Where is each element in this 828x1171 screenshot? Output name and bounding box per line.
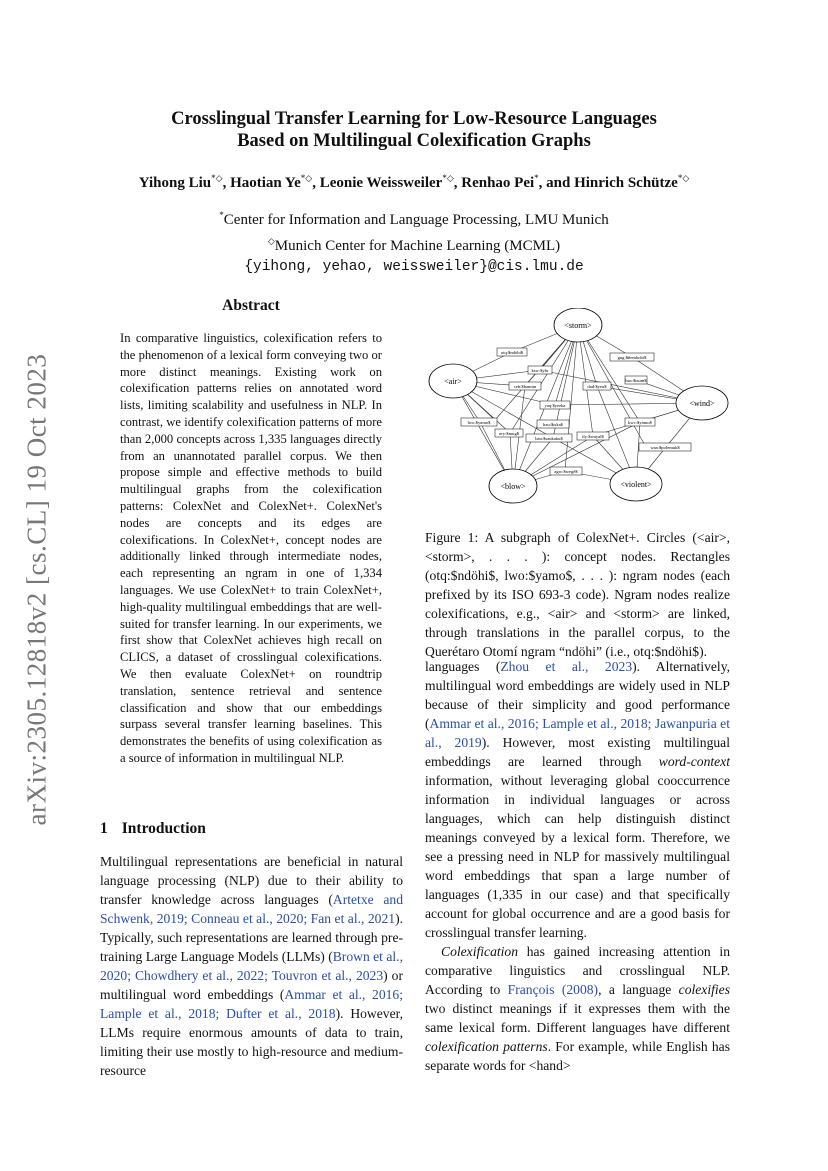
- ngram-node: [497, 348, 527, 356]
- svg-text:gug:$ñembobi$: gug:$ñembobi$: [617, 355, 647, 360]
- svg-text:<blow>: <blow>: [500, 482, 526, 491]
- concept-node-blow: [489, 469, 537, 503]
- ngram-node: [610, 353, 654, 361]
- concept-node-air: [429, 364, 477, 398]
- abstract-heading: Abstract: [222, 297, 280, 314]
- abstract-text: In comparative linguistics, colexification refers to the phenomenon of a lexical form conveying two or more distinct meanings. Existing work on colexification patterns relies on annotated word lists, limiting scalability and usefulness in NLP. In contrast, we identify colexification patterns of more than 2,000 concepts across 1,335 languages directly from an unannotated parallel corpus. We then propose simple and effective methods to build multilingual graphs from the colexification patterns: ColexNet and ColexNet+. ColexNet's nodes are concepts and its edges are colexifications. In ColexNet+, concept nodes are additionally linked through intermediate nodes, each representing an ngram in one of 1,334 languages. We use ColexNet+ to train ColexNet+, high-quality multilingual embeddings that are well-suited for transfer learning. In our experiments, we first show that ColexNet achieves high recall on CLICS, a dataset of crosslingual colexifications. We then evaluate ColexNet+ on roundtrip translation, sentence retrieval and sentence classification and show that our embeddings surpass several transfer learning baselines. This demonstrates the benefits of using colexification as a source of information in multilingual NLP.: [120, 331, 382, 765]
- concept-node-storm: [554, 308, 602, 342]
- intro-left-column: [100, 852, 403, 1080]
- svg-text:kwc:$yamo$: kwc:$yamo$: [628, 420, 652, 425]
- affiliation-1: Center for Information and Language Processing, LMU Munich: [223, 212, 609, 228]
- author-name: Haotian Ye: [230, 175, 301, 191]
- citation-link[interactable]: Brown et al., 2020; Chowdhery et al., 2022; Touvron et al., 2023: [100, 949, 403, 983]
- affiliations: *Center for Information and Language Processing, LMU Munich ◇Munich Center for Machine Learning (MCML) {yihong, yehao, weissweiler}@cis.lmu.de: [0, 205, 828, 278]
- citation-link[interactable]: François (2008): [507, 982, 599, 997]
- section-number: 1: [100, 820, 108, 837]
- svg-text:hau:$iska$: hau:$iska$: [543, 422, 563, 427]
- paper-title: [0, 108, 828, 152]
- abstract-body: [120, 330, 382, 767]
- svg-text:ory:$mug$: ory:$mug$: [498, 431, 520, 436]
- intro-right-column: [425, 657, 730, 1075]
- ngram-node: [550, 467, 582, 475]
- svg-text:<wind>: <wind>: [689, 399, 715, 408]
- colexnet-figure: [425, 308, 730, 513]
- title-line-1: Crosslingual Transfer Learning for Low-Resource Languages: [171, 109, 657, 129]
- svg-text:<air>: <air>: [444, 377, 462, 386]
- svg-text:dad:$yeu$: dad:$yeu$: [587, 384, 607, 389]
- ngram-node: [625, 376, 647, 384]
- svg-text:<violent>: <violent>: [620, 480, 652, 489]
- svg-text:hus:$tsum$: hus:$tsum$: [625, 378, 647, 383]
- ngram-node: [528, 366, 552, 374]
- author-name: Yihong Liu: [138, 175, 212, 191]
- author-name: Renhao Pei: [461, 175, 535, 191]
- svg-text:<storm>: <storm>: [564, 321, 592, 330]
- svg-text:hau:$saukaku$: hau:$saukaku$: [535, 436, 563, 441]
- ngram-node: [461, 418, 497, 426]
- figure-edges: [453, 325, 702, 486]
- affiliation-2: Munich Center for Machine Learning (MCML): [274, 238, 561, 254]
- ngram-node: [625, 418, 655, 426]
- citation-link[interactable]: Ammar et al., 2016; Lample et al., 2018; Dufter et al., 2018: [100, 987, 404, 1021]
- ngram-node: [639, 443, 691, 451]
- citation-link[interactable]: Ammar et al., 2016; Lample et al., 2018; Jawanpuria et al., 2019: [425, 716, 730, 750]
- svg-text:waa:$polemuk$: waa:$polemuk$: [650, 445, 680, 450]
- ngram-node: [583, 382, 611, 390]
- svg-text:ksw:$ybr: ksw:$ybr: [531, 368, 549, 373]
- ngram-node: [537, 420, 569, 428]
- concept-node-violent: [610, 467, 662, 501]
- ngram-node: [495, 429, 523, 437]
- author-emails: {yihong, yehao, weissweiler}@cis.lmu.de: [244, 259, 584, 275]
- author-list: Yihong Liu*◇, Haotian Ye*◇, Leonie Weissweiler*◇, Renhao Pei*, and Hinrich Schütze*◇: [138, 173, 690, 191]
- svg-text:lwo:$yamo$: lwo:$yamo$: [467, 420, 491, 425]
- svg-text:agw:$wegé$: agw:$wegé$: [554, 469, 578, 474]
- concept-node-wind: [676, 386, 728, 420]
- section-heading-introduction: [100, 820, 220, 838]
- svg-text:yaq:$yeeka: yaq:$yeeka: [544, 403, 566, 408]
- ngram-node: [577, 432, 609, 440]
- svg-text:ceb:$hannin: ceb:$hannin: [513, 384, 537, 389]
- paragraph: Colexification has gained increasing attention in comparative linguistics and crosslingual NLP. According to François (2008), a language colexifies two distinct meanings if it expresses them with the same lexical form. Different languages have different colexification patterns. For example, while English has separate words for <hand>: [425, 944, 730, 1073]
- author-name: Leonie Weissweiler: [319, 175, 443, 191]
- figure-caption: Figure 1: A subgraph of ColexNet+. Circles (<air>, <storm>, . . . ): concept nodes. Rectangles (otq:$ndöhi$, lwo:$yamo$, . . . ): ngram nodes (each prefixed by its ISO 693-3 code). Ngram nodes realize colexifications, e.g., <air> and <storm> are linked, through translations in the parallel corpus, to the Querétaro Otomí ngram “ndöhi” (i.e., otq:$ndöhi$).: [425, 530, 730, 659]
- citation-link[interactable]: Zhou et al., 2023: [500, 659, 633, 674]
- citation-link[interactable]: Artetxe and Schwenk, 2019; Conneau et al., 2020; Fan et al., 2021: [100, 892, 403, 926]
- author-name: and Hinrich Schütze: [546, 175, 678, 191]
- svg-text:tly:$wayal$: tly:$wayal$: [582, 434, 604, 439]
- ngram-node: [540, 401, 570, 409]
- svg-text:otq:$ndöhi$: otq:$ndöhi$: [500, 350, 524, 355]
- paragraph: languages (Zhou et al., 2023). Alternatively, multilingual word embeddings are widely used in NLP because of their simplicity and good performance (Ammar et al., 2016; Lample et al., 2018; Jawanpuria et al., 2019). However, most existing multilingual embeddings are learned through word-context information, without leveraging global cooccurrence information in individual languages or across languages, which can help distinguish distinct meanings conveyed by a lexical form. Therefore, we see a pressing need in NLP for massively multilingual word embeddings that span a large number of languages (1,335 in our case) and that specifically account for global occurrence and are a good basis for crosslingual transfer learning.: [425, 659, 731, 940]
- ngram-node: [509, 382, 541, 390]
- ngram-node: [526, 434, 572, 442]
- paragraph: Multilingual representations are beneficial in natural language processing (NLP) due to their ability to transfer knowledge across languages (Artetxe and Schwenk, 2019; Conneau et al., 2020; Fan et al., 2021). Typically, such representations are learned through pre-training Large Language Models (LLMs) (Brown et al., 2020; Chowdhery et al., 2022; Touvron et al., 2023) or multilingual word embeddings (Ammar et al., 2016; Lample et al., 2018; Dufter et al., 2018). However, LLMs require enormous amounts of data to train, limiting their use mostly to high-resource and medium-resource: [100, 854, 404, 1078]
- section-title: Introduction: [121, 820, 206, 837]
- arxiv-sidebar: arXiv:2305.12818v2 [cs.CL] 19 Oct 2023: [21, 353, 52, 826]
- title-line-2: Based on Multilingual Colexification Graphs: [237, 131, 591, 151]
